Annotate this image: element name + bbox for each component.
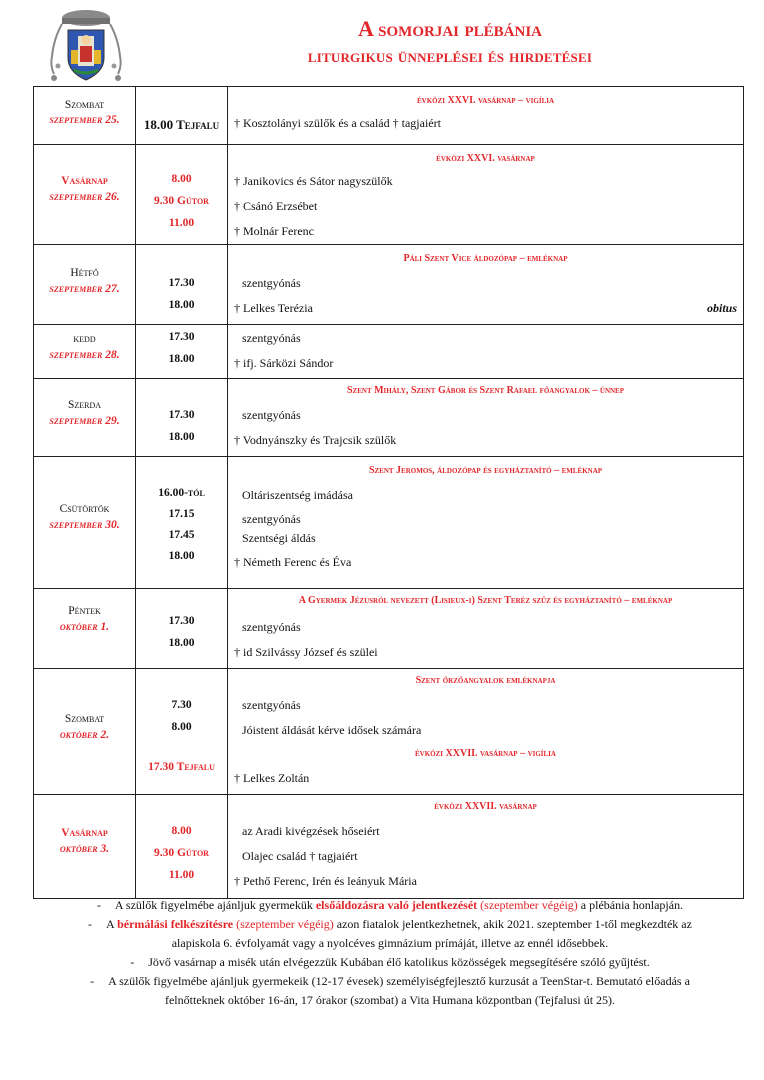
- day-cell: [34, 379, 136, 457]
- mass-time: 18.00: [168, 353, 195, 365]
- announcement-item: [40, 972, 740, 991]
- mass-intention: † Lelkes Terézia: [234, 301, 313, 315]
- mass-intention: szentgyónás: [242, 331, 301, 345]
- day-name: Szerda: [67, 399, 102, 411]
- schedule-row: [34, 245, 744, 325]
- time-cell: [136, 589, 228, 669]
- mass-intention: Olajec család † tagjaiért: [242, 849, 358, 863]
- announcement-item: [40, 915, 740, 934]
- intention-cell: [228, 589, 744, 669]
- intention-cell: [228, 669, 744, 795]
- feast-title: évközi XXVI. vasárnap – vigília: [416, 95, 555, 106]
- mass-intention: † Molnár Ferenc: [234, 224, 314, 238]
- page-title: A somorjai plébánia: [357, 16, 543, 41]
- feast-title: A Gyermek Jézusról nevezett (Lisieux-i) Szent Teréz szűz és egyháztanító – emléknap: [298, 595, 673, 606]
- day-cell: [34, 145, 136, 245]
- announcement-item: [40, 896, 740, 915]
- schedule-row: [34, 795, 744, 899]
- schedule-row: [34, 145, 744, 245]
- bullet-dash: -: [90, 974, 95, 988]
- schedule-row: [34, 669, 744, 795]
- feast-title: évközi XXVII. vasárnap – vigília: [415, 748, 556, 759]
- day-name: Szombat: [64, 99, 105, 111]
- mass-time: 17.30: [168, 277, 195, 289]
- day-name: Péntek: [68, 605, 101, 617]
- time-cell: [136, 145, 228, 245]
- announcement-text: Jövő vasárnap a misék után elvégezzük Kubában élő katolikus közösségek megsegítésére szóló gyűjtést.: [148, 955, 650, 969]
- mass-time: 17.30 Tejfalu: [148, 761, 215, 773]
- time-cell: [136, 379, 228, 457]
- day-cell: [34, 669, 136, 795]
- mass-intention: Jóistent áldását kérve idősek számára: [242, 723, 422, 737]
- day-cell: [34, 325, 136, 379]
- day-name: kedd: [73, 333, 96, 345]
- time-cell: [136, 795, 228, 899]
- mass-time: 18.00: [168, 299, 195, 311]
- mass-intention: † Pethő Ferenc, Irén és leányuk Mária: [234, 874, 417, 888]
- feast-title: évközi XXVI. vasárnap: [436, 153, 535, 164]
- intention-cell: [228, 379, 744, 457]
- day-name: Csütörtök: [59, 503, 110, 515]
- mass-intention: szentgyónás: [242, 512, 301, 526]
- bullet-dash: -: [96, 898, 101, 912]
- mass-intention: szentgyónás: [242, 408, 301, 422]
- mass-time: 11.00: [168, 217, 195, 229]
- intention-cell: [228, 325, 744, 379]
- mass-time: 18.00 Tejfalu: [143, 117, 220, 132]
- feast-title: Szent Mihály, Szent Gábor és Szent Rafael főangyalok – ünnep: [346, 385, 625, 396]
- intention-cell: [228, 457, 744, 589]
- mass-intention: † id Szilvássy József és szülei: [234, 645, 378, 659]
- mass-intention: † Lelkes Zoltán: [234, 771, 310, 785]
- day-name: Szombat: [64, 713, 105, 725]
- mass-intention: szentgyónás: [242, 276, 301, 290]
- mass-time: 18.00: [168, 637, 195, 649]
- mass-intention: † Vodnyánszky és Trajcsik szülők: [234, 433, 397, 447]
- day-date: szeptember 28.: [49, 349, 120, 361]
- mass-intention: † Kosztolányi szülők és a család † tagjaiért: [234, 116, 441, 130]
- mass-time: 16.00-tól: [158, 487, 205, 499]
- day-cell: [34, 87, 136, 145]
- announcement-continuation: alapiskola 6. évfolyamát vagy a nyolcéves gimnázium prímáját, illetve az ennél idősebbek.: [171, 936, 609, 950]
- feast-title: Szent őrzőangyalok emléknapja: [415, 675, 556, 686]
- intention-cell: [228, 245, 744, 325]
- announcement-highlight: bérmálási felkészítésre: [117, 917, 234, 931]
- announcements: [40, 896, 740, 1010]
- announcement-item: [40, 953, 740, 972]
- announcement-text: A szülők figyelmébe ajánljuk gyermekük: [114, 898, 316, 912]
- mass-time: 18.00: [168, 431, 195, 443]
- day-date: szeptember 25.: [49, 114, 120, 126]
- feast-title: Szent Jeromos, áldozópap és egyháztanító – emléknap: [368, 465, 603, 476]
- day-date: szeptember 30.: [49, 519, 120, 531]
- mass-time: 7.30: [171, 699, 192, 711]
- day-date: szeptember 26.: [49, 191, 120, 203]
- day-date: október 2.: [59, 729, 110, 741]
- announcement-deadline: (szeptember végéig): [477, 898, 578, 912]
- announcement-continuation: felnőtteknek október 16-án, 17 órakor (szombat) a Vita Humana központban (Tejfalusi út 25).: [164, 993, 616, 1007]
- feast-title: évközi XXVII. vasárnap: [434, 801, 537, 812]
- schedule-row: [34, 379, 744, 457]
- mass-intention: † Csánó Erzsébet: [234, 199, 318, 213]
- announcement-text: A: [106, 917, 118, 931]
- schedule-row: [34, 325, 744, 379]
- mass-time: 8.00: [171, 721, 192, 733]
- intention-cell: [228, 145, 744, 245]
- time-cell: [136, 457, 228, 589]
- schedule-row: [34, 87, 744, 145]
- mass-time: 17.15: [168, 508, 195, 520]
- bullet-dash: -: [130, 955, 135, 969]
- bullet-dash: -: [88, 917, 93, 931]
- mass-time: 9.30 Gútor: [154, 847, 209, 859]
- day-cell: [34, 795, 136, 899]
- mass-time: 17.30: [168, 331, 195, 343]
- page-subtitle: liturgikus ünneplései és hirdetései: [307, 46, 593, 67]
- day-name: Vasárnap: [61, 827, 108, 839]
- mass-time: 18.00: [168, 550, 195, 562]
- mass-intention: Szentségi áldás: [242, 531, 316, 545]
- mass-intention: az Aradi kivégzések hőseiért: [242, 824, 380, 838]
- mass-intention: † Janikovics és Sátor nagyszülők: [234, 174, 393, 188]
- obitus-note: obitus: [706, 301, 737, 315]
- mass-intention: szentgyónás: [242, 620, 301, 634]
- time-cell: [136, 87, 228, 145]
- mass-time: 17.45: [168, 529, 195, 541]
- mass-intention: † Németh Ferenc és Éva: [234, 555, 352, 569]
- mass-time: 11.00: [168, 869, 195, 881]
- day-name: Hétfő: [70, 267, 99, 279]
- announcement-highlight: elsőáldozásra való jelentkezését: [315, 898, 478, 912]
- intention-cell: [228, 87, 744, 145]
- schedule-row: [34, 589, 744, 669]
- day-cell: [34, 589, 136, 669]
- mass-time: 8.00: [171, 825, 192, 837]
- intention-cell: [228, 795, 744, 899]
- day-name: Vasárnap: [61, 175, 108, 187]
- day-cell: [34, 245, 136, 325]
- mass-time: 8.00: [171, 173, 192, 185]
- day-date: október 1.: [59, 621, 110, 633]
- parish-crest-logo: [44, 8, 128, 86]
- mass-intention: Oltáriszentség imádása: [242, 488, 353, 502]
- mass-intention: † ifj. Sárközi Sándor: [234, 356, 334, 370]
- time-cell: [136, 325, 228, 379]
- announcement-text: A szülők figyelmébe ajánljuk gyermekeik (12-17 évesek) személyiségfejlesztő kurzusát a TeenStar-t. Bemutató előadás a: [108, 974, 690, 988]
- schedule-row: [34, 457, 744, 589]
- time-cell: [136, 245, 228, 325]
- day-date: október 3.: [59, 843, 110, 855]
- time-cell: [136, 669, 228, 795]
- day-cell: [34, 457, 136, 589]
- announcement-deadline: (szeptember végéig): [233, 917, 334, 931]
- announcement-text: azon fiatalok jelentkezhetnek, akik 2021. szeptember 1-től megkezdték az: [333, 917, 692, 931]
- mass-intention-row: [228, 301, 743, 316]
- mass-intention: szentgyónás: [242, 698, 301, 712]
- schedule-table: [33, 86, 744, 899]
- mass-time: 17.30: [168, 615, 195, 627]
- feast-title: Páli Szent Vice áldozópap – emléknap: [403, 253, 568, 264]
- mass-time: 17.30: [168, 409, 195, 421]
- announcement-text: a plébánia honlapján.: [577, 898, 684, 912]
- day-date: szeptember 27.: [49, 283, 120, 295]
- day-date: szeptember 29.: [49, 415, 120, 427]
- mass-time: 9.30 Gútor: [154, 195, 209, 207]
